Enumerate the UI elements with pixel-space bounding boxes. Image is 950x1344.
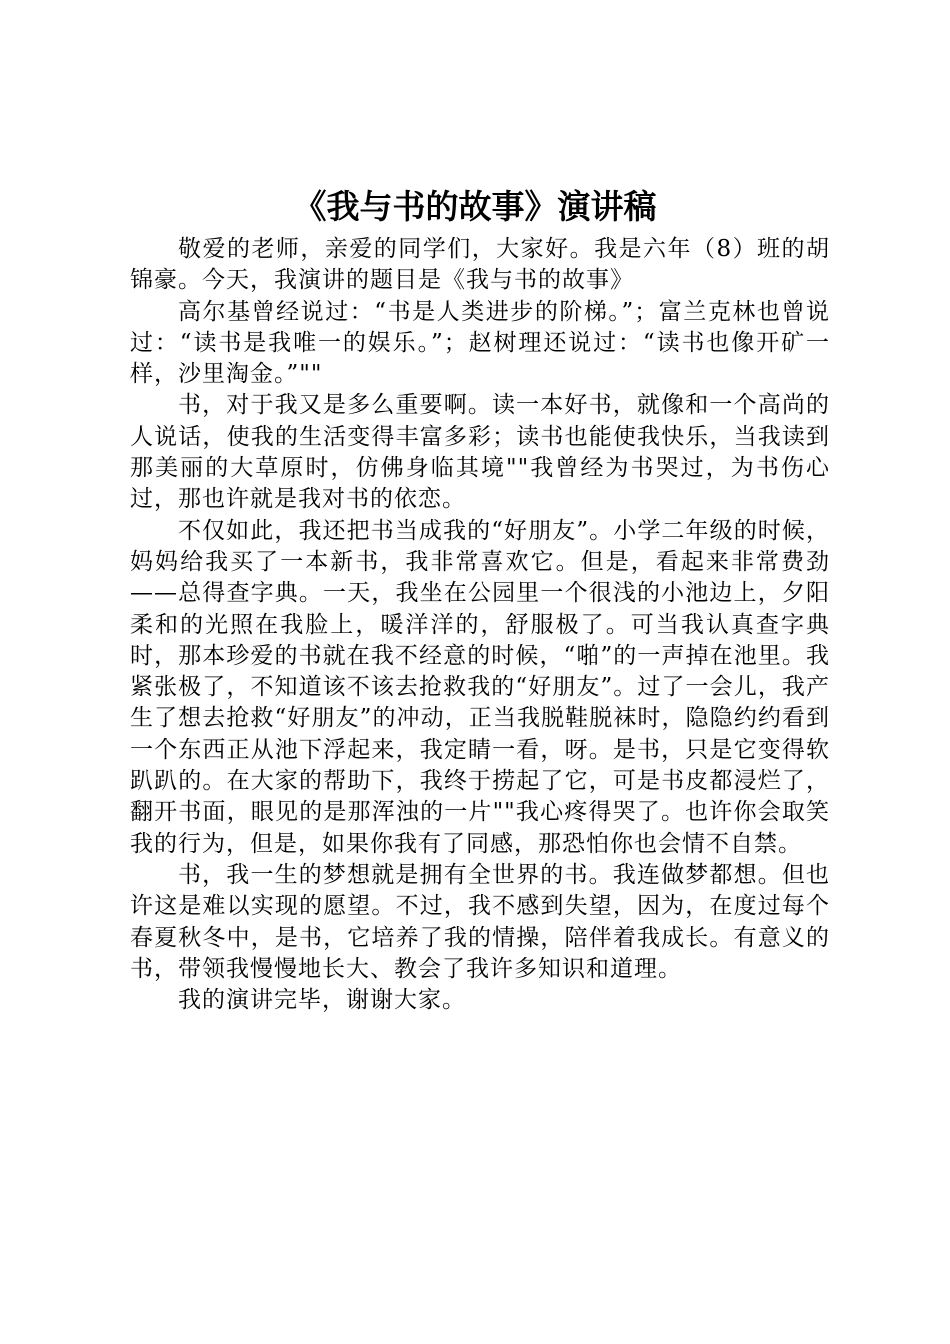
paragraph-closing: 我的演讲完毕，谢谢大家。	[178, 987, 466, 1014]
paragraph-quotes: 高尔基曾经说过：“书是人类进步的阶梯。”；富兰克林也曾说过：“读书是我唯一的娱乐。”；赵树理还说过：“读书也像开矿一样，沙里淘金。”""	[130, 298, 830, 388]
paragraph-greeting: 敬爱的老师，亲爱的同学们，大家好。我是六年（8）班的胡锦豪。今天，我演讲的题目是《我与书的故事》	[130, 236, 830, 294]
document-title: 《我与书的故事》演讲稿	[293, 187, 657, 226]
document-body	[130, 234, 830, 1016]
paragraph-dream: 书，我一生的梦想就是拥有全世界的书。我连做梦都想。但也许这是难以实现的愿望。不过，我不感到失望，因为，在度过每个春夏秋冬中，是书，它培养了我的情操，陪伴着我成长。有意义的书，带领我慢慢地长大、教会了我许多知识和道理。	[130, 861, 830, 982]
paragraph-importance: 书，对于我又是多么重要啊。读一本好书，就像和一个高尚的人说话，使我的生活变得丰富多彩；读书也能使我快乐，当我读到那美丽的大草原时，仿佛身临其境""我曾经为书哭过，为书伤心过，那也许就是我对书的依恋。	[130, 392, 830, 513]
paragraph-story: 不仅如此，我还把书当成我的“好朋友”。小学二年级的时候，妈妈给我买了一本新书，我非常喜欢它。但是，看起来非常费劲——总得查字典。一天，我坐在公园里一个很浅的小池边上，夕阳柔和的光照在我脸上，暖洋洋的，舒服极了。可当我认真查字典时，那本珍爱的书就在我不经意的时候，“啪”的一声掉在池里。我紧张极了，不知道该不该去抢救我的“好朋友”。过了一会儿，我产生了想去抢救“好朋友”的冲动，正当我脱鞋脱袜时，隐隐约约看到一个东西正从池下浮起来，我定睛一看，呀。是书，只是它变得软趴趴的。在大家的帮助下，我终于捞起了它，可是书皮都浸烂了，翻开书面，眼见的是那浑浊的一片""我心疼得哭了。也许你会取笑我的行为，但是，如果你我有了同感，那恐怕你也会情不自禁。	[130, 517, 830, 857]
